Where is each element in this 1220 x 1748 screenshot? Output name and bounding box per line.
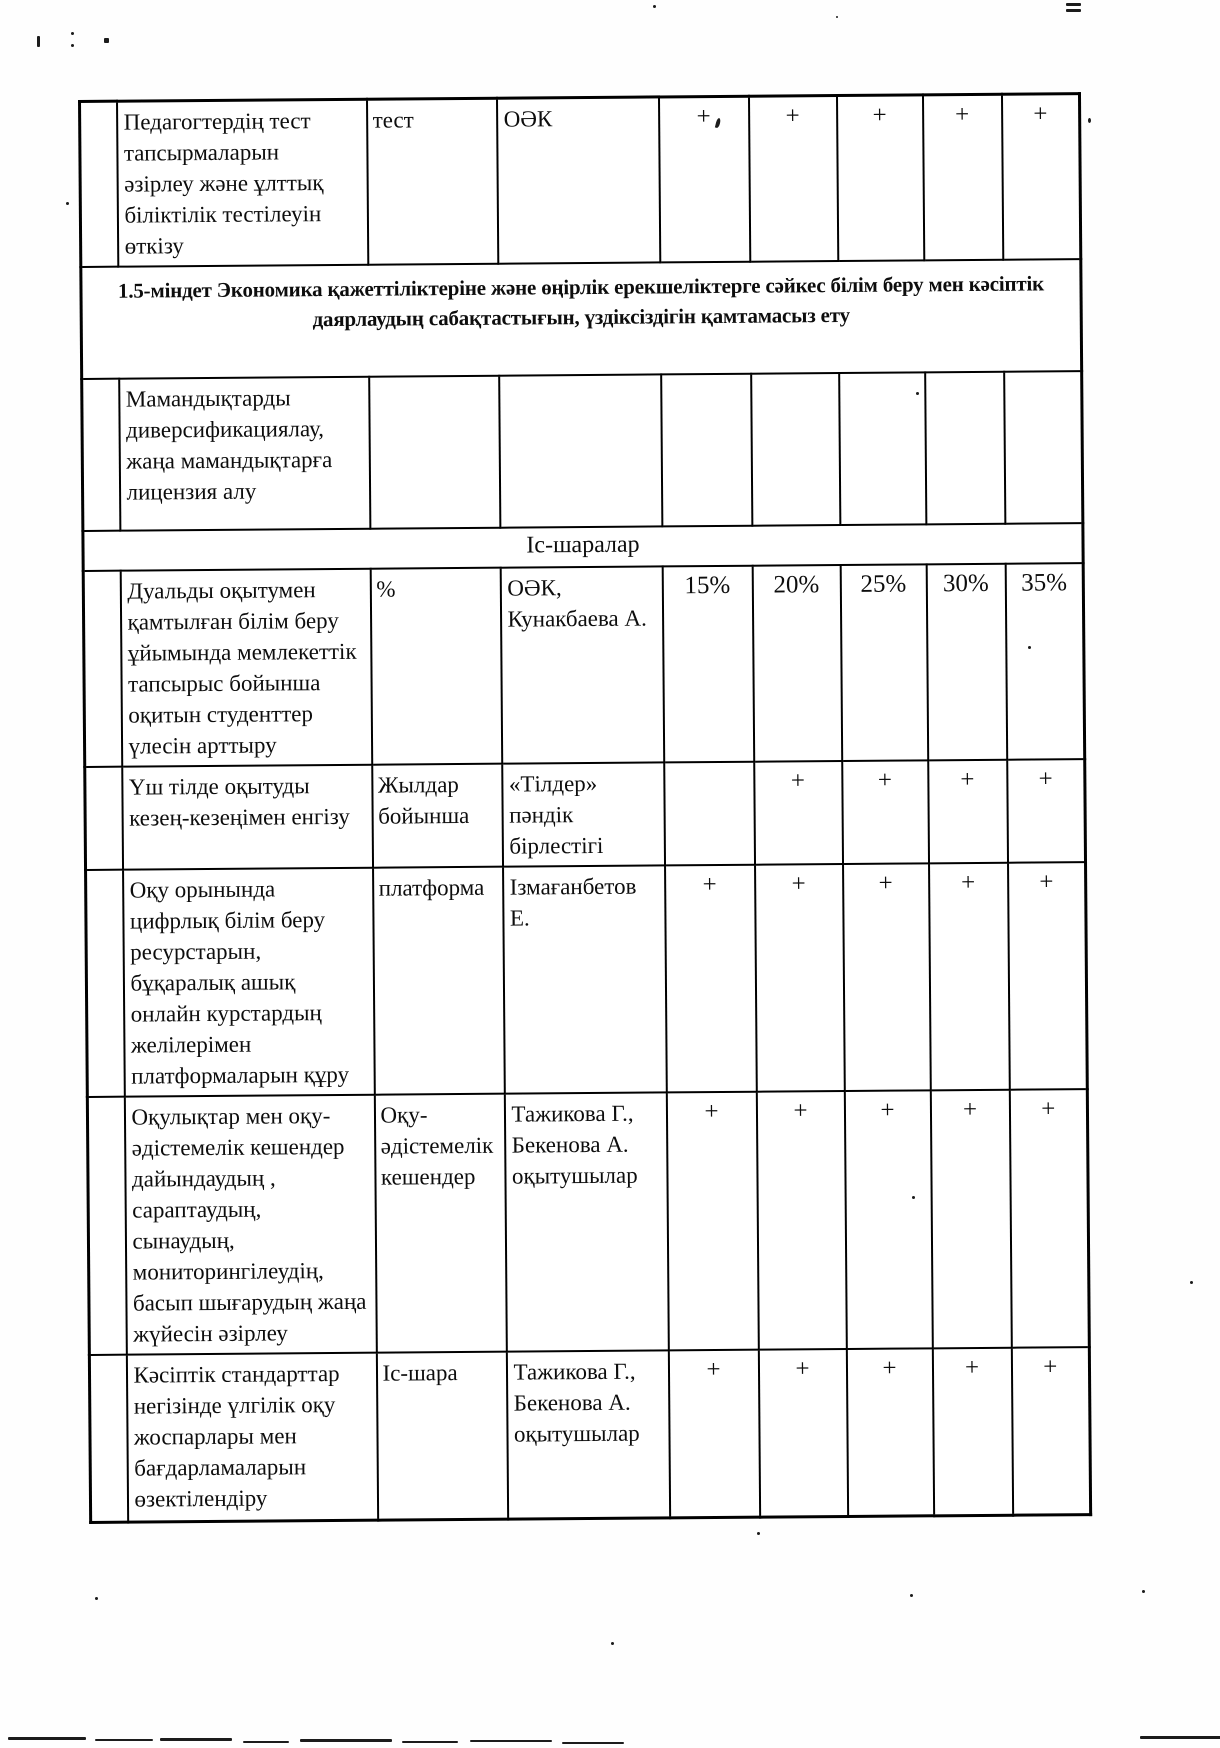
- row-number-cell: [89, 1355, 127, 1522]
- responsible-cell: [499, 374, 662, 527]
- scan-edge-artifact: [470, 1740, 552, 1742]
- scan-edge-artifact: [95, 1739, 153, 1741]
- task-cell: Мамандықтарды диверсификациялау, жаңа мамандықтарға лицензия алу: [119, 377, 370, 531]
- year-3-cell: [839, 372, 926, 525]
- row-number-cell: [86, 870, 125, 1097]
- unit-cell: Жылдар бойынша: [372, 764, 503, 868]
- task-cell: Дуальды оқытумен қамтылған білім беру ұйымында мемлекеттік тапсырыс бойынша оқитын студенттер үлесін арттыру: [120, 569, 372, 767]
- year-5-cell: 35%: [1005, 563, 1085, 760]
- year-4-cell: +: [922, 94, 1002, 260]
- task-cell: Педагогтердің тест тапсырмаларын әзірлеу және ұлттық біліктілік тестілеуін өткізу: [117, 99, 368, 266]
- scan-speck: [95, 1597, 98, 1600]
- table-row-kasiptik-standart: [89, 1347, 1090, 1522]
- scan-speck: [1142, 1590, 1145, 1593]
- responsible-cell: Ізмағанбетов Е.: [503, 865, 667, 1093]
- scan-edge-artifact: [402, 1741, 458, 1743]
- scan-speck: [66, 202, 69, 205]
- scan-edge-artifact: [8, 1737, 86, 1740]
- scan-edge-artifact: [243, 1741, 289, 1743]
- responsible-cell: ОӘК, Кунакбаева А.: [500, 566, 664, 763]
- scan-speck: [916, 392, 919, 395]
- scan-speck: [1066, 9, 1081, 12]
- year-3-cell: +: [836, 95, 923, 261]
- table-row-mamandyqtar: [82, 371, 1083, 531]
- scan-speck: [757, 1532, 760, 1535]
- year-5-cell: +: [1009, 1089, 1089, 1348]
- scan-edge-artifact: [160, 1738, 232, 1741]
- scan-speck: [1088, 118, 1091, 123]
- year-3-cell: +: [842, 760, 929, 864]
- table-row-oqu-orny-platforma: [86, 862, 1088, 1097]
- row-number-cell: [83, 571, 122, 767]
- scan-edge-artifact: [300, 1739, 392, 1742]
- responsible-cell: Тажикова Г., Бекенова А. оқытушылар: [504, 1092, 668, 1351]
- year-2-cell: +: [756, 1091, 846, 1350]
- year-2-cell: [751, 373, 840, 526]
- year-1-cell: +: [666, 1092, 758, 1351]
- table-row-section-banner: [81, 259, 1082, 379]
- scan-edge-artifact: [562, 1742, 624, 1744]
- row-number-cell: [85, 767, 123, 870]
- year-2-cell: +: [748, 96, 837, 262]
- year-3-cell: +: [846, 1348, 933, 1516]
- scan-speck: [104, 38, 109, 43]
- unit-cell: Оқу- әдістемелік кешендер: [374, 1094, 506, 1353]
- task-cell: Кәсіптік стандарттар негізінде үлгілік оқу жоспарлары мен бағдарламаларын өзектілендіру: [126, 1353, 377, 1522]
- year-2-cell: +: [755, 864, 845, 1092]
- task-cell: Үш тілде оқытуды кезең-кезеңімен енгізу: [122, 765, 373, 870]
- year-4-cell: +: [929, 863, 1010, 1091]
- scan-speck: [1190, 1281, 1193, 1284]
- scan-speck: [1028, 646, 1031, 649]
- year-4-cell: 30%: [926, 564, 1007, 761]
- scan-edge-artifact: [1140, 1736, 1220, 1739]
- scan-speck: [611, 1642, 614, 1645]
- scan-speck: [71, 44, 74, 47]
- year-2-cell: +: [754, 761, 843, 865]
- year-3-cell: +: [843, 863, 931, 1091]
- year-5-cell: +: [1008, 862, 1088, 1090]
- responsible-cell: Тажикова Г., Бекенова А. оқытушылар: [506, 1350, 669, 1518]
- year-4-cell: +: [932, 1348, 1012, 1516]
- year-5-cell: [1004, 371, 1083, 524]
- table-row-ush-tilde: [85, 759, 1086, 870]
- year-4-cell: +: [928, 760, 1008, 864]
- year-3-cell: 25%: [840, 564, 928, 761]
- year-5-cell: +: [1007, 759, 1086, 863]
- section-1-5-banner: 1.5-міндет Экономика қажеттіліктеріне және өңірлік ерекшеліктерге сәйкес білім беру мен кәсіптік даярлаудың сабақтастығын, үздіксіздігін қамтамасыз ету: [81, 259, 1082, 379]
- row-number-cell: [82, 379, 120, 531]
- year-1-cell: 15%: [662, 566, 754, 763]
- plan-table-grid: [78, 92, 1092, 1523]
- scan-speck: [836, 16, 838, 18]
- scan-speck: [653, 5, 656, 8]
- year-1-cell: +: [668, 1350, 759, 1518]
- table-row-dualdy-oqytu: [83, 563, 1085, 767]
- scan-speck: [912, 1196, 915, 1199]
- year-2-cell: 20%: [752, 565, 842, 762]
- responsible-cell: ОӘК: [496, 97, 659, 264]
- table-row-pedagog-test: [80, 94, 1081, 267]
- year-1-cell: +: [658, 96, 749, 262]
- row-number-cell: [87, 1097, 126, 1355]
- activities-banner: Іс-шаралар: [83, 523, 1083, 571]
- unit-cell: Іс-шара: [376, 1352, 507, 1520]
- row-number-cell: [80, 101, 118, 267]
- year-3-cell: +: [844, 1090, 932, 1349]
- table-row-oqulyqtar: [87, 1089, 1089, 1355]
- year-4-cell: +: [930, 1090, 1011, 1349]
- year-5-cell: +: [1001, 94, 1080, 260]
- plan-table: [78, 92, 1092, 1523]
- unit-cell: %: [370, 568, 502, 765]
- scan-speck: [1066, 3, 1081, 6]
- year-1-cell: [664, 762, 755, 866]
- responsible-cell: «Тілдер» пәндік бірлестігі: [502, 762, 665, 866]
- scan-speck: [71, 32, 74, 35]
- scan-speck: [37, 36, 40, 47]
- unit-cell: тест: [367, 98, 498, 265]
- year-1-cell: [661, 374, 752, 527]
- task-cell: Оқу орынында цифрлық білім беру ресурстарын, бұқаралық ашық онлайн курстардың желілерімен платформаларын құру: [123, 868, 375, 1097]
- year-5-cell: +: [1011, 1347, 1090, 1515]
- year-2-cell: +: [758, 1349, 847, 1517]
- unit-cell: [369, 376, 500, 529]
- unit-cell: платформа: [373, 867, 505, 1095]
- scan-speck: [910, 1594, 913, 1597]
- task-cell: Оқулықтар мен оқу- әдістемелік кешендер дайындаудың , сараптаудың, сынаудың, мониторингілеудің, басып шығарудың жаңа жүйесін әзірлеу: [124, 1095, 376, 1355]
- year-1-cell: +: [665, 865, 757, 1093]
- year-4-cell: [925, 372, 1005, 525]
